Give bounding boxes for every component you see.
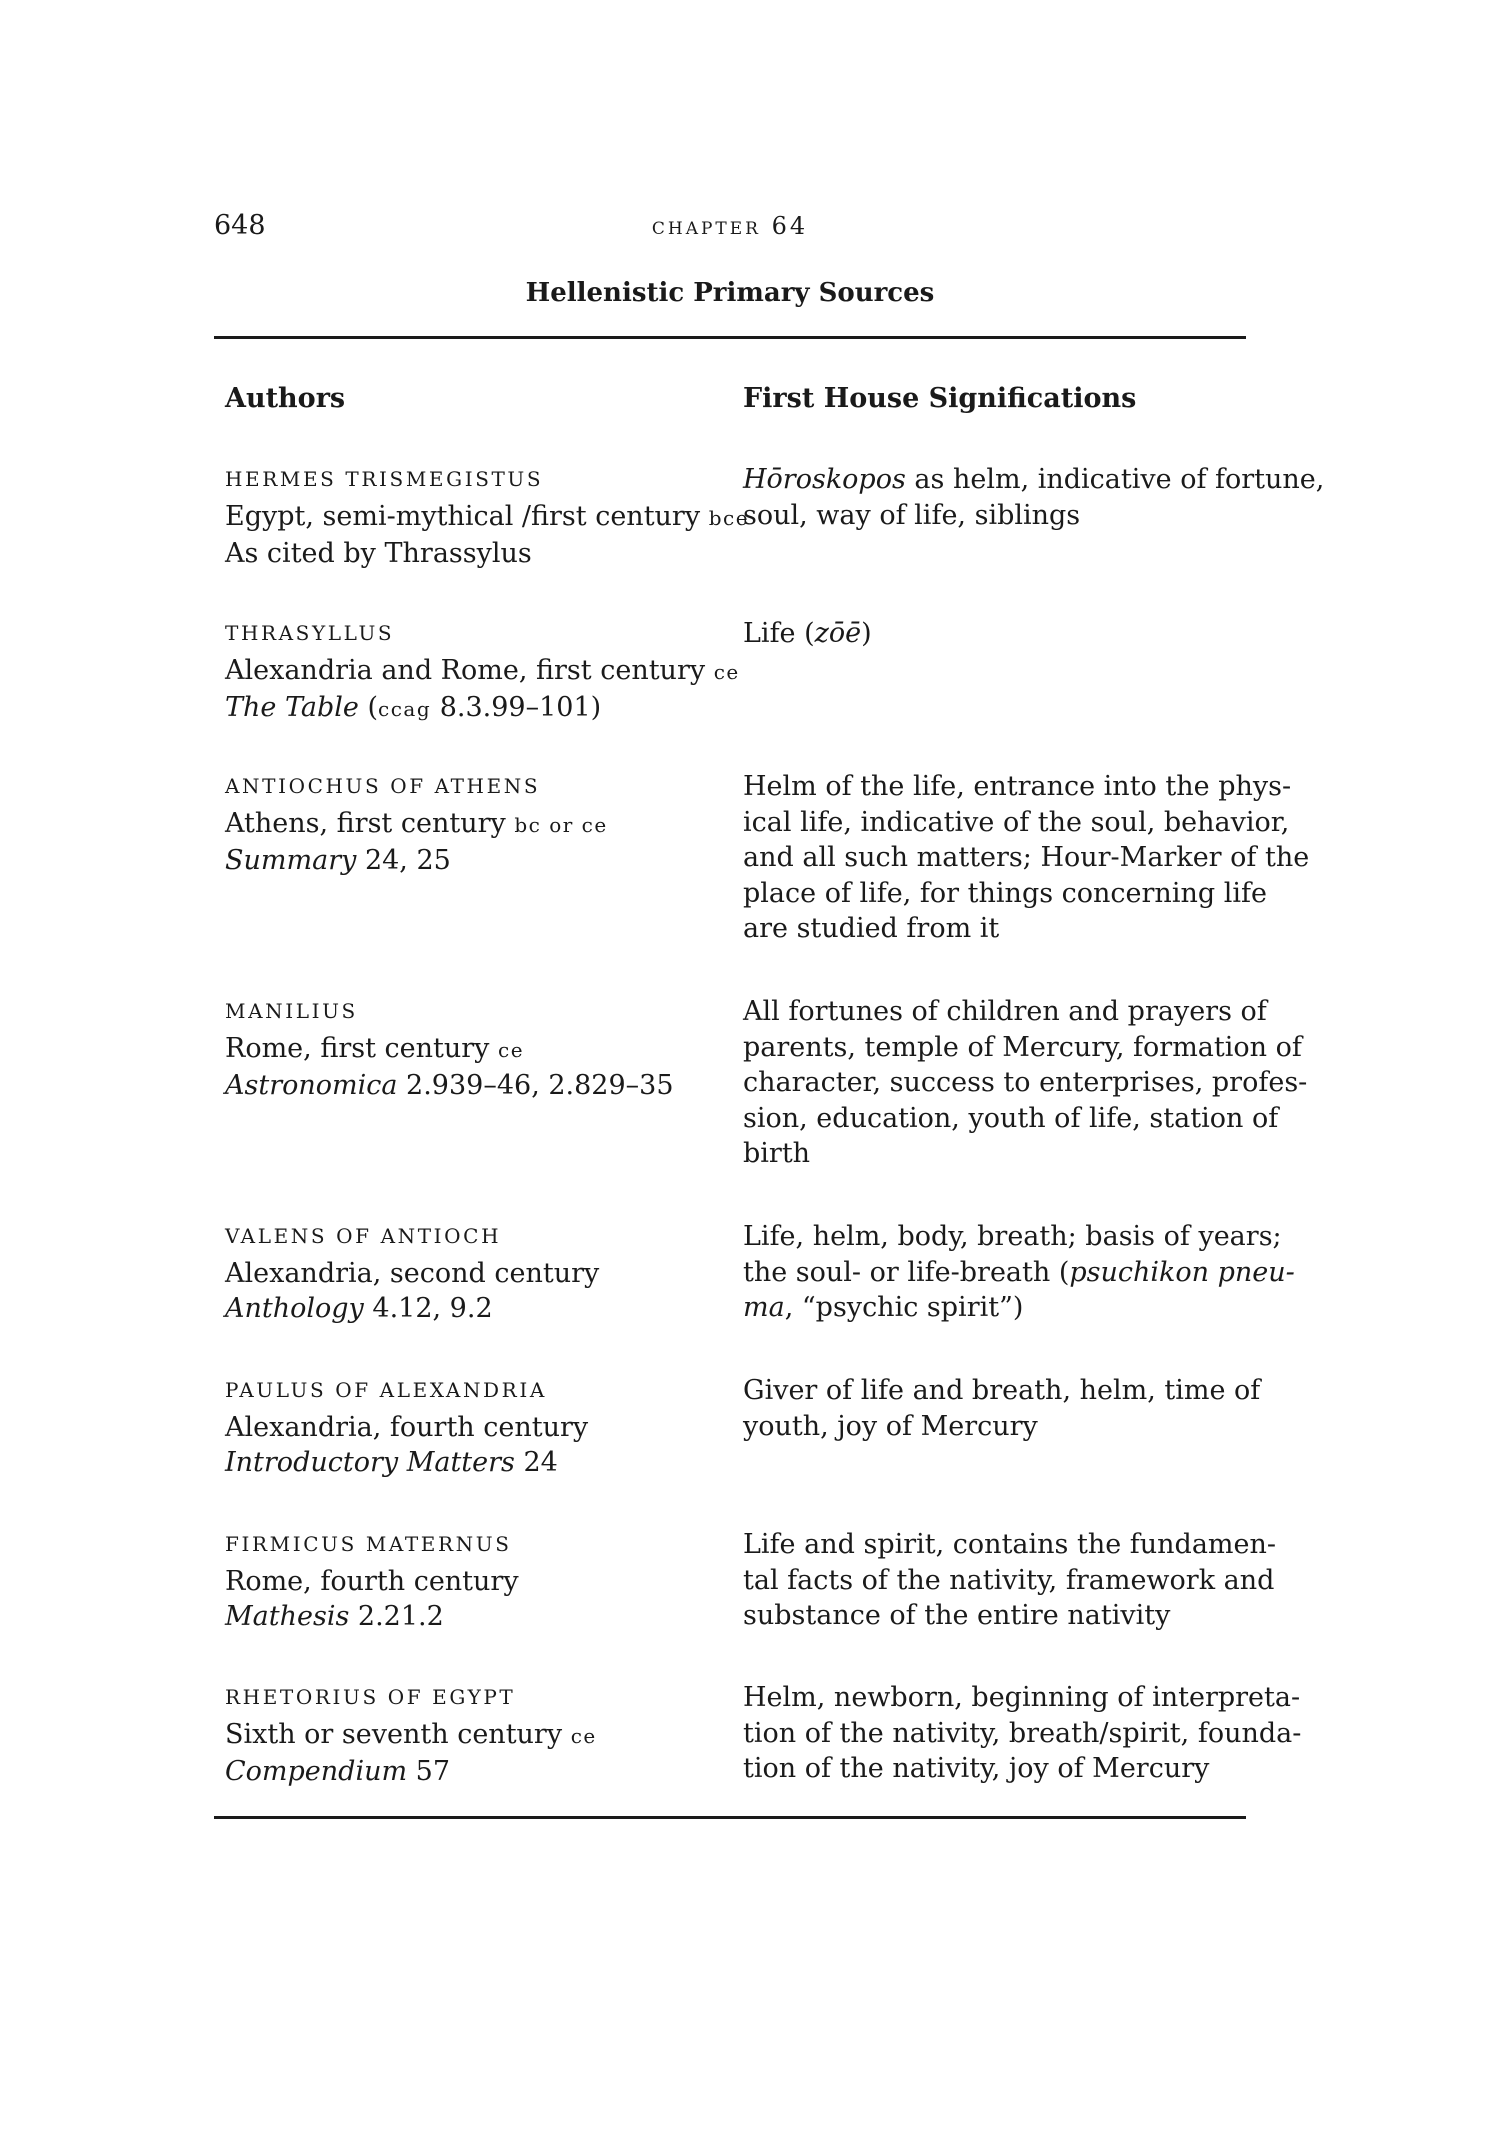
author-citation: Mathesis 2.21.2 [225, 1601, 444, 1632]
citation-title: Anthology [225, 1293, 364, 1324]
italic-term: Hōroskopos [743, 464, 906, 495]
author-place: Sixth or seventh century ce [225, 1718, 597, 1750]
column-header-significations: First House Significations [743, 383, 1137, 414]
italic-term: zōē [814, 618, 862, 649]
signification-line: tion of the nativity, breath/spirit, founda- [743, 1717, 1302, 1749]
author-name: PAULUS OF ALEXANDRIA [225, 1378, 547, 1402]
signification-line: the soul- or life-breath (psuchikon pneu- [743, 1256, 1295, 1288]
signification-line: Life (zōē) [743, 618, 872, 649]
author-name: MANILIUS [225, 999, 358, 1023]
italic-term: ma [743, 1292, 785, 1323]
author-cell [225, 1219, 725, 1327]
author-citation: The Table (ccag 8.3.99–101) [225, 692, 602, 723]
citation-title: Introductory Matters [225, 1447, 515, 1478]
signification-line: Hōroskopos as helm, indicative of fortune, [743, 464, 1325, 495]
signification-line: character, success to enterprises, profes- [743, 1067, 1308, 1098]
citation-title: Compendium [225, 1756, 408, 1787]
author-place: Alexandria, second century [225, 1257, 600, 1289]
citation-title: Summary [225, 845, 357, 876]
page-number: 648 [214, 210, 266, 241]
signification-line: and all such matters; Hour-Marker of the [743, 842, 1310, 873]
signification-line: substance of the entire nativity [743, 1600, 1171, 1631]
author-cell [225, 1527, 725, 1635]
author-name: ANTIOCHUS OF ATHENS [225, 774, 541, 798]
author-citation: Introductory Matters 24 [225, 1447, 558, 1478]
signification-cell [743, 462, 1325, 533]
table-top-rule [214, 336, 1246, 339]
author-citation: As cited by Thrassylus [225, 538, 532, 569]
signification-line: tal facts of the nativity, framework and [743, 1564, 1275, 1596]
signification-cell [743, 1527, 1277, 1634]
signification-line: Helm of the life, entrance into the phys- [743, 771, 1292, 802]
column-header-authors: Authors [225, 383, 346, 414]
era-label: ce [713, 659, 740, 684]
author-place: Athens, first century bc or ce [225, 807, 608, 839]
author-name: VALENS OF ANTIOCH [225, 1224, 502, 1248]
author-name: THRASYLLUS [225, 621, 395, 645]
signification-line: youth, joy of Mercury [743, 1410, 1038, 1442]
author-place: Alexandria, fourth century [225, 1411, 589, 1443]
signification-line: All fortunes of children and prayers of [743, 996, 1267, 1027]
signification-cell [743, 1680, 1302, 1787]
author-place: Alexandria and Rome, first century ce [225, 654, 740, 686]
signification-line: place of life, for things concerning life [743, 877, 1267, 909]
table-title: Hellenistic Primary Sources [525, 278, 935, 308]
signification-line: tion of the nativity, joy of Mercury [743, 1753, 1210, 1784]
author-name: FIRMICUS MATERNUS [225, 1532, 512, 1556]
author-citation: Astronomica 2.939–46, 2.829–35 [225, 1070, 674, 1101]
author-citation: Compendium 57 [225, 1756, 451, 1787]
signification-line: are studied from it [743, 913, 1000, 944]
author-cell [225, 1680, 725, 1790]
signification-cell [743, 769, 1310, 947]
signification-line: Life, helm, body, breath; basis of years; [743, 1221, 1282, 1252]
signification-cell [743, 994, 1308, 1172]
signification-line: parents, temple of Mercury, formation of [743, 1031, 1302, 1063]
citation-abbrev: ccag [378, 697, 432, 721]
citation-title: The Table [225, 692, 359, 723]
signification-cell [743, 1219, 1295, 1326]
signification-line: birth [743, 1138, 811, 1169]
era-label: ce [570, 1723, 597, 1748]
author-cell [225, 616, 740, 728]
citation-title: Mathesis [225, 1601, 350, 1632]
author-name: RHETORIUS OF EGYPT [225, 1685, 516, 1709]
signification-cell [743, 616, 1243, 652]
table-bottom-rule [214, 1816, 1246, 1819]
author-cell [225, 462, 750, 572]
signification-line: sion, education, youth of life, station of [743, 1102, 1279, 1134]
author-cell [225, 994, 725, 1104]
signification-line: soul, way of life, siblings [743, 499, 1081, 531]
citation-title: Astronomica [225, 1070, 398, 1101]
author-cell [225, 1373, 725, 1481]
author-place: Rome, fourth century [225, 1565, 519, 1597]
italic-term: psuchikon pneu- [1069, 1256, 1295, 1288]
signification-cell [743, 1373, 1261, 1444]
era-label: bc or ce [514, 812, 608, 837]
era-label: ce [498, 1037, 525, 1062]
author-name: HERMES TRISMEGISTUS [225, 467, 544, 491]
author-place: Egypt, semi-mythical /first century bce [225, 500, 750, 532]
era-label: bce [708, 505, 750, 530]
signification-line: Life and spirit, contains the fundamen- [743, 1529, 1277, 1560]
author-cell [225, 769, 725, 879]
running-head: chapter 64 [651, 212, 809, 240]
author-citation: Summary 24, 25 [225, 845, 451, 876]
author-citation: Anthology 4.12, 9.2 [225, 1293, 493, 1324]
signification-line: Helm, newborn, beginning of interpreta- [743, 1682, 1301, 1713]
signification-line: ical life, indicative of the soul, behavior, [743, 806, 1290, 838]
signification-line: ma, “psychic spirit”) [743, 1292, 1024, 1323]
author-place: Rome, first century ce [225, 1032, 525, 1064]
signification-line: Giver of life and breath, helm, time of [743, 1375, 1261, 1406]
